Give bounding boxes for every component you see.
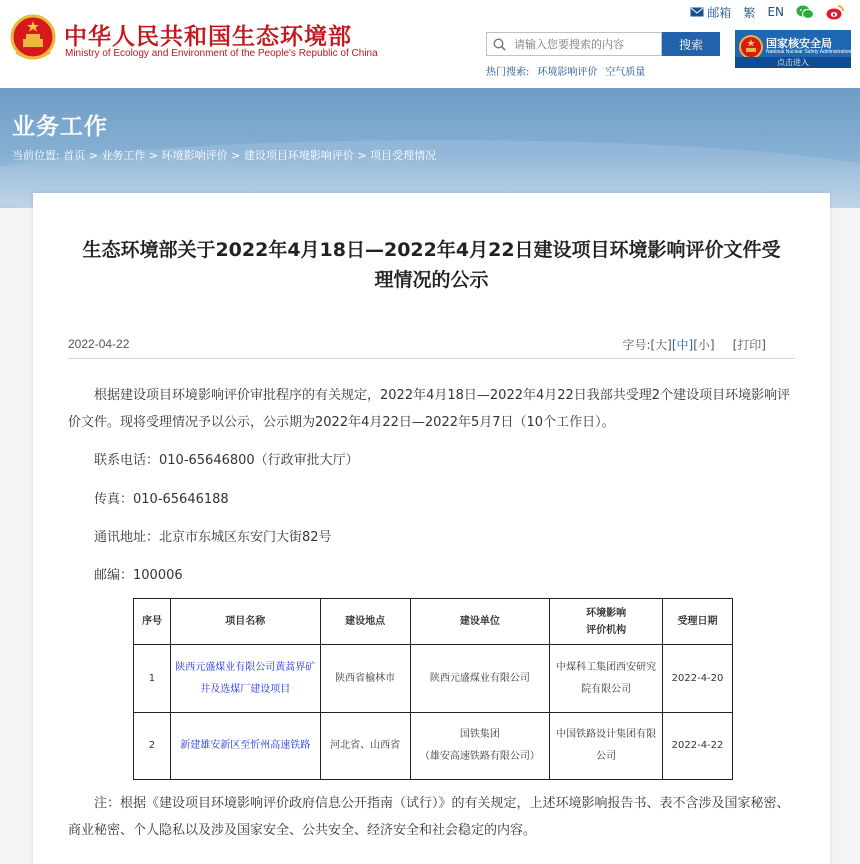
- section-title: 业务工作: [12, 114, 108, 140]
- cell-agency: 中煤科工集团西安研究 院有限公司: [550, 645, 663, 713]
- nnsa-name-cn: 国家核安全局: [766, 37, 832, 50]
- cell-date: 2022-4-20: [663, 645, 733, 713]
- print-button[interactable]: [打印]: [732, 338, 766, 352]
- cell-location: 河北省、山西省: [320, 713, 410, 780]
- header-agency-line: 评价机构: [586, 624, 627, 636]
- contact-fax: 传真：010-65646188: [94, 492, 229, 507]
- breadcrumb-item[interactable]: 项目受理情况: [370, 149, 437, 162]
- site-name-cn[interactable]: 中华人民共和国生态环境部: [64, 24, 352, 50]
- nnsa-name-en: National Nuclear Safety Administration: [766, 49, 852, 55]
- font-large-button[interactable]: [大]: [650, 338, 672, 352]
- header-builder: 建设单位: [410, 599, 550, 645]
- weibo-icon[interactable]: [826, 5, 844, 20]
- cell-builder: 国铁集团 （雄安高速铁路有限公司）: [410, 713, 550, 780]
- article-title: 生态环境部关于2022年4月18日—2022年4月22日建设项目环境影响评价文件受理情况的公示: [82, 239, 781, 291]
- contact-phone: 联系电话：010-65646800（行政审批大厅）: [94, 453, 359, 468]
- article-date: 2022-04-22: [68, 337, 130, 351]
- cell-builder: 陕西元盛煤业有限公司: [410, 645, 550, 713]
- site-header: [0, 0, 860, 88]
- intro-paragraph: 根据建设项目环境影响评价审批程序的有关规定，2022年4月18日—2022年4月22日我部共受理2个建设项目环境影响评价文件。现将受理情况予以公示，公示期为2022年4月22日—2022年5月7日（10个工作日）。: [68, 388, 791, 430]
- mail-icon: [690, 7, 704, 17]
- header-agency: [550, 599, 663, 645]
- breadcrumb-item[interactable]: 首页: [63, 149, 86, 162]
- table-row: [134, 645, 733, 713]
- breadcrumb-item[interactable]: 建设项目环境影响评价: [243, 149, 354, 162]
- search-box: [486, 32, 662, 56]
- mail-label: 邮箱: [707, 5, 732, 20]
- nnsa-enter-label: 点击进入: [735, 57, 851, 68]
- project-link[interactable]: 陕西元盛煤业有限公司黄蒿界矿 井及选煤厂建设项目: [175, 661, 316, 695]
- table-row: [134, 713, 733, 780]
- project-table: [133, 598, 733, 780]
- breadcrumb-item[interactable]: 业务工作: [101, 149, 146, 162]
- divider: [68, 358, 795, 359]
- search-button[interactable]: 搜索: [662, 32, 720, 56]
- breadcrumb-separator: >: [145, 149, 162, 162]
- mail-link[interactable]: [690, 4, 731, 21]
- english-link[interactable]: EN: [767, 5, 784, 19]
- hot-search: [486, 63, 653, 78]
- hot-search-item[interactable]: 空气质量: [605, 67, 646, 78]
- font-small-button[interactable]: [小]: [693, 338, 715, 352]
- cell-date: 2022-4-22: [663, 713, 733, 780]
- traditional-chinese-link[interactable]: 繁: [743, 5, 756, 20]
- contact-postcode: 邮编：100006: [94, 568, 183, 583]
- cell-project-name: [170, 713, 320, 780]
- breadcrumb-item[interactable]: 环境影响评价: [161, 149, 228, 162]
- header-location: 建设地点: [320, 599, 410, 645]
- hot-search-item[interactable]: 环境影响评价: [537, 67, 598, 78]
- breadcrumb-separator: >: [227, 149, 244, 162]
- search-icon: [493, 38, 506, 51]
- breadcrumb-label: 当前位置:: [12, 149, 60, 162]
- cell-no: 1: [134, 645, 171, 713]
- contact-address: 通讯地址：北京市东城区东安门大街82号: [94, 530, 332, 545]
- header-project-name: 项目名称: [170, 599, 320, 645]
- hot-search-label: 热门搜索:: [486, 67, 530, 78]
- wechat-icon[interactable]: [796, 5, 814, 20]
- cell-project-name: [170, 645, 320, 713]
- nnsa-entry-button[interactable]: [735, 30, 851, 68]
- breadcrumb: [12, 147, 436, 163]
- top-links: [690, 4, 844, 20]
- breadcrumb-separator: >: [353, 149, 371, 162]
- cell-location: 陕西省榆林市: [320, 645, 410, 713]
- header-no: 序号: [134, 599, 171, 645]
- cell-agency: 中国铁路设计集团有限 公司: [550, 713, 663, 780]
- search-input[interactable]: [514, 33, 654, 55]
- header-agency-line: 环境影响: [586, 607, 627, 619]
- breadcrumb-separator: >: [85, 149, 102, 162]
- cell-no: 2: [134, 713, 171, 780]
- article-card: [33, 193, 830, 864]
- table-header-row: [134, 599, 733, 645]
- font-size-label: 字号:: [622, 338, 651, 352]
- font-size-controls: [622, 336, 766, 353]
- section-banner: [0, 88, 860, 208]
- national-emblem-icon[interactable]: [10, 14, 56, 62]
- font-medium-button[interactable]: [中]: [671, 338, 694, 352]
- header-date: 受理日期: [663, 599, 733, 645]
- site-name-en[interactable]: Ministry of Ecology and Environment of the People's Republic of China: [65, 48, 378, 59]
- project-link[interactable]: 新建雄安新区至忻州高速铁路: [180, 740, 311, 751]
- note-paragraph: 注：根据《建设项目环境影响评价政府信息公开指南（试行）》的有关规定，上述环境影响报告书、表不含涉及国家秘密、商业秘密、个人隐私以及涉及国家安全、公共安全、经济安全和社会稳定的内容。: [68, 796, 790, 838]
